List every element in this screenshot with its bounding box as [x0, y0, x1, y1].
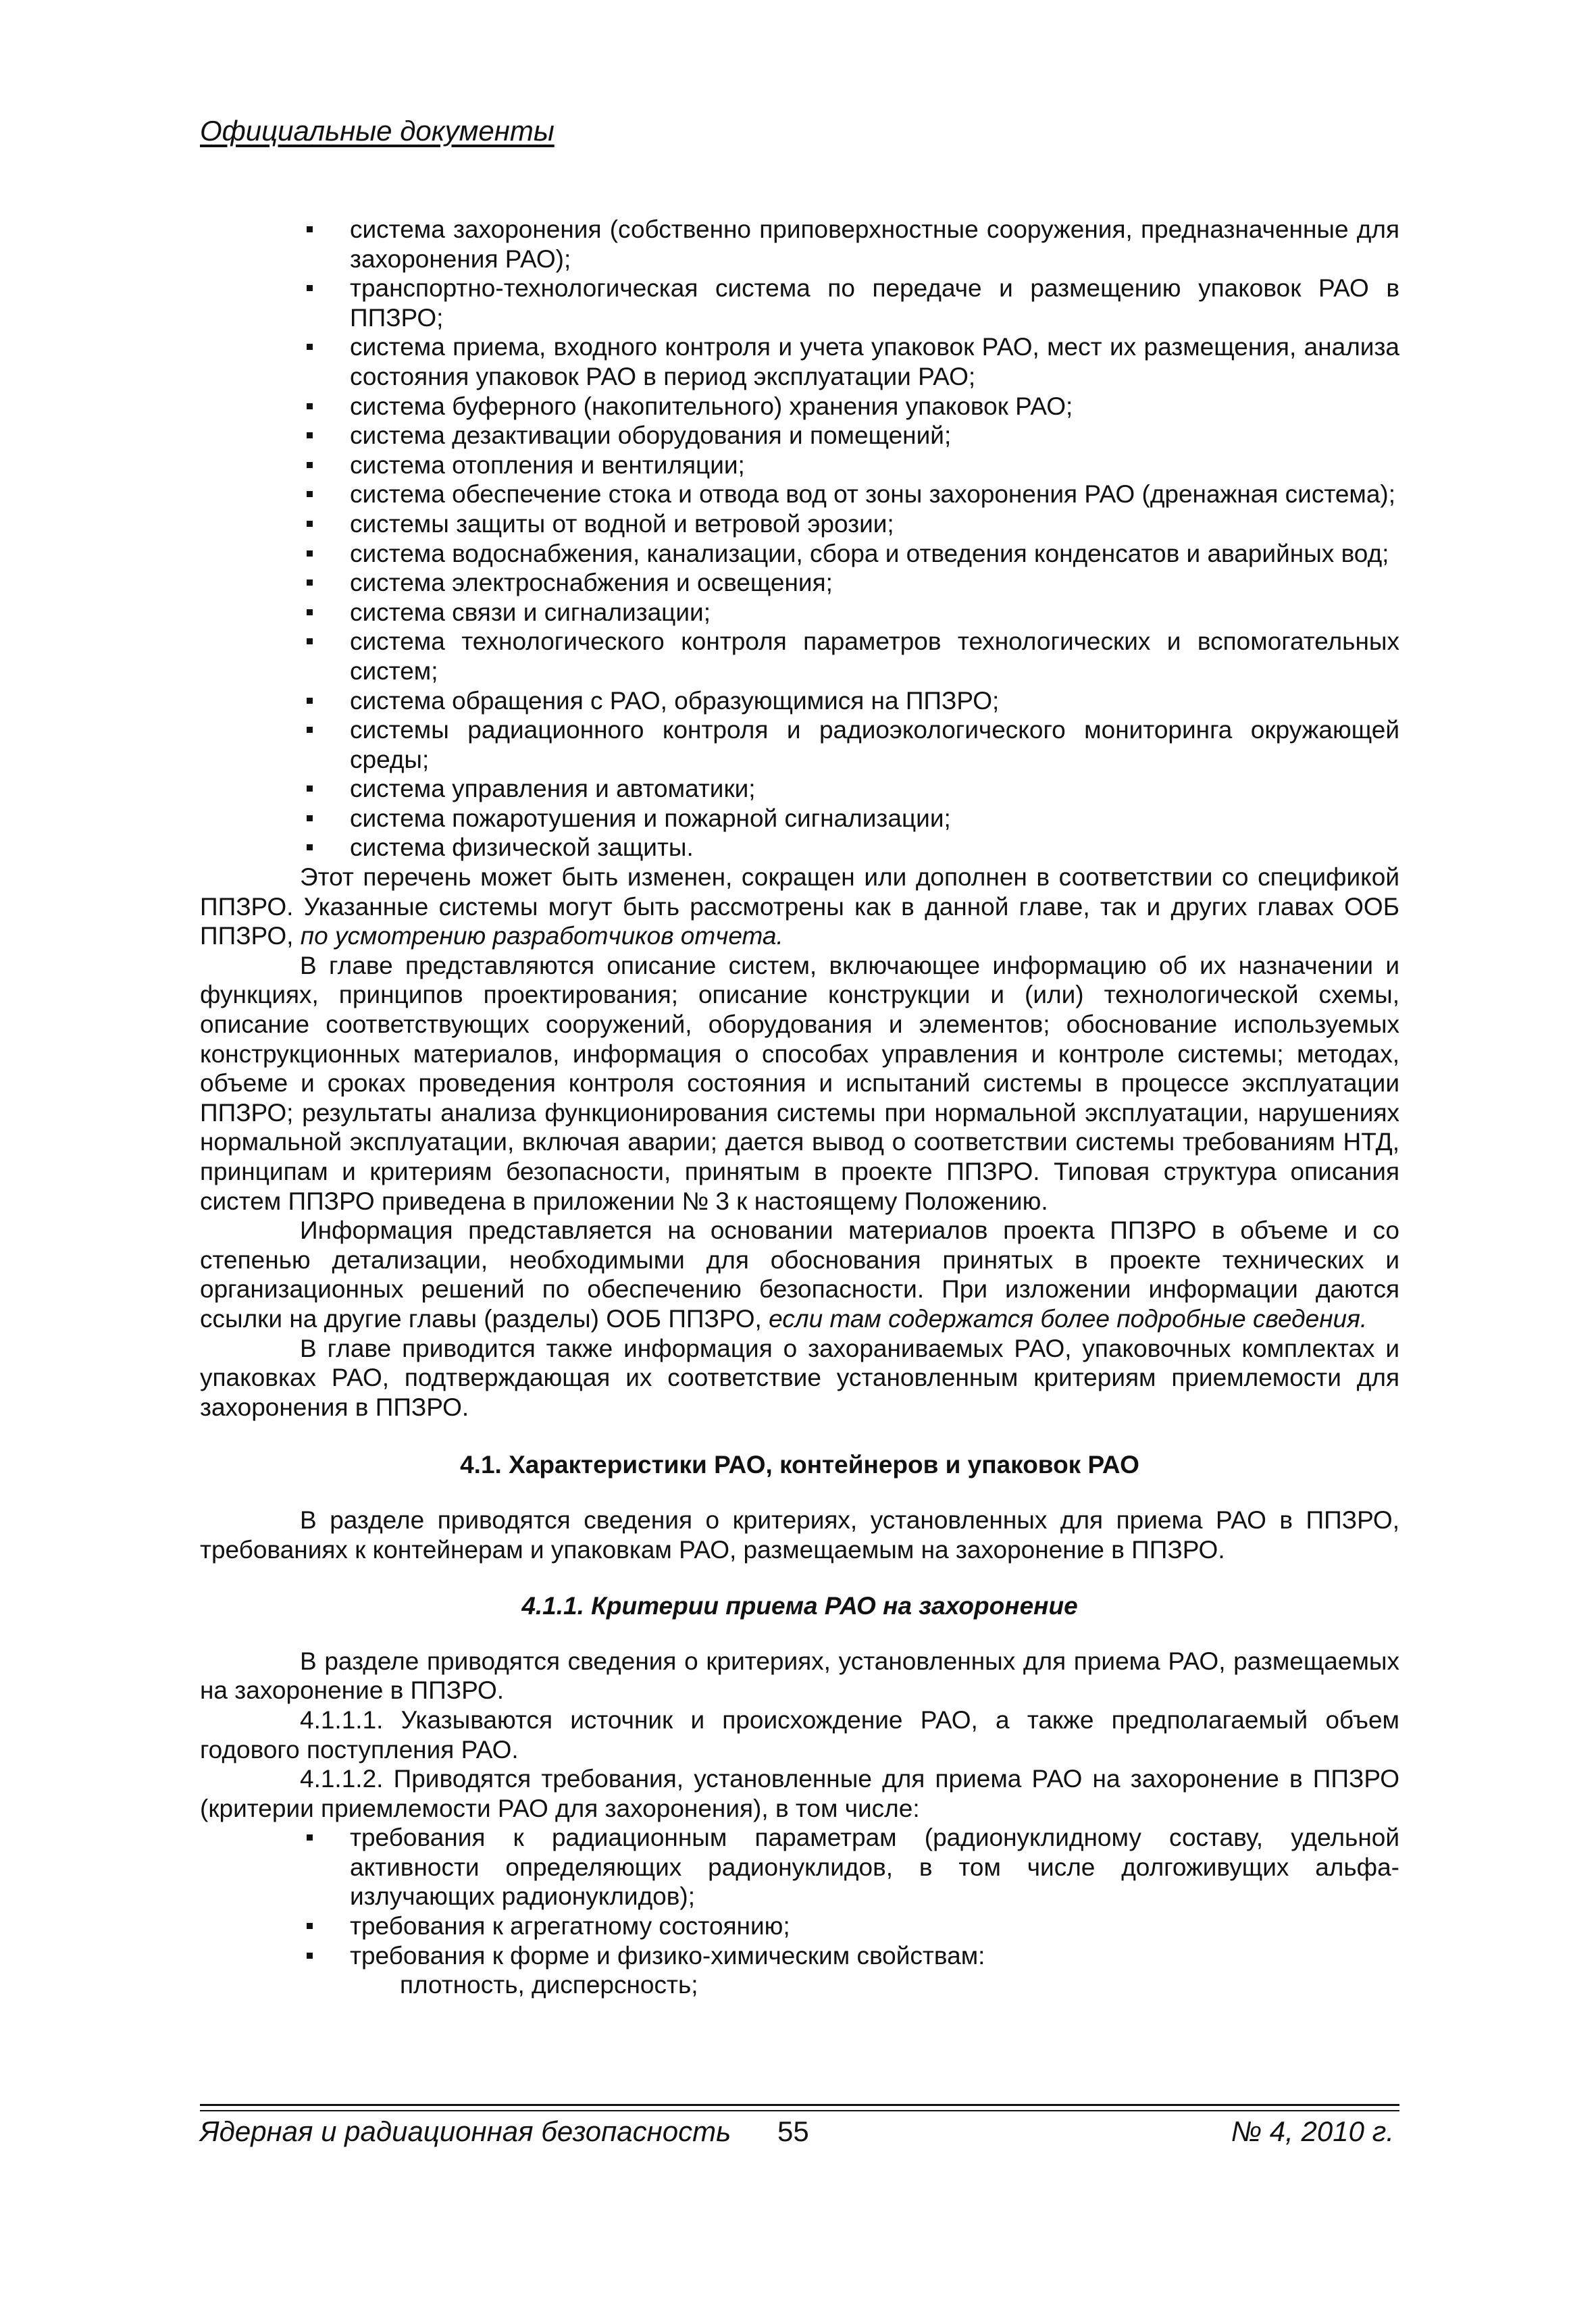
- list-item: системы защиты от водной и ветровой эрозии;: [200, 509, 1399, 539]
- list-item: система управления и автоматики;: [200, 774, 1399, 804]
- list-item: система электроснабжения и освещения;: [200, 568, 1399, 598]
- paragraph-text: Этот перечень может быть изменен, сокращен или дополнен в соответствии со спецификой ППЗРО. Указанные системы могут быть рассмотрены как в данной главе, так и других главах ООБ ППЗРО,: [200, 863, 1399, 950]
- footer-rule-thick: [200, 2104, 1399, 2106]
- list-item: система технологического контроля параметров технологических и вспомогательных систем;: [200, 627, 1399, 686]
- section-paragraph: В разделе приводятся сведения о критериях, установленных для приема РАО в ППЗРО, требованиях к контейнерам и упаковкам РАО, размещаемым на захоронение в ППЗРО.: [200, 1506, 1399, 1564]
- list-item: система буферного (накопительного) хранения упаковок РАО;: [200, 392, 1399, 421]
- numbered-item: 4.1.1.2. Приводятся требования, установленные для приема РАО на захоронение в ППЗРО (критерии приемлемости РАО для захоронения), в том числе:: [200, 1765, 1399, 1822]
- list-item: система захоронения (собственно приповерхностные сооружения, предназначенные для захоронения РАО);: [200, 215, 1399, 274]
- sub-list-item: плотность, дисперсность;: [400, 1971, 698, 1999]
- page-footer: [200, 2115, 1399, 2156]
- list-item: транспортно-технологическая система по передаче и размещению упаковок РАО в ППЗРО;: [200, 274, 1399, 332]
- list-item: требования к форме и физико-химическим свойствам:: [200, 1941, 1399, 1971]
- list-item: система физической защиты.: [200, 833, 1399, 863]
- footer-rule-thin: [200, 2110, 1399, 2111]
- paragraph-list-note: [200, 863, 1399, 951]
- paragraph-text: Информация представляется на основании материалов проекта ППЗРО в объеме и со степенью детализации, необходимыми для обоснования принятых в проекте технических и организационных решений по обеспечению безопасности. При изложении информации даются ссылки на другие главы (разделы) ООБ ППЗРО,: [200, 1216, 1399, 1333]
- list-item: система дезактивации оборудования и помещений;: [200, 421, 1399, 451]
- page-body: [200, 215, 1399, 2000]
- section-heading: 4.1. Характеристики РАО, контейнеров и упаковок РАО: [460, 1451, 1139, 1479]
- page-number: 55: [777, 2115, 809, 2147]
- requirements-list: [200, 1823, 1399, 1970]
- list-item: требования к агрегатному состоянию;: [200, 1911, 1399, 1941]
- list-item: система обращения с РАО, образующимися на ППЗРО;: [200, 686, 1399, 716]
- list-item: система обеспечение стока и отвода вод от зоны захоронения РАО (дренажная система);: [200, 480, 1399, 509]
- paragraph-information-basis: [200, 1216, 1399, 1333]
- list-item: система пожаротушения и пожарной сигнализации;: [200, 804, 1399, 833]
- journal-name: Ядерная и радиационная безопасность: [200, 2115, 731, 2147]
- paragraph-chapter-description: В главе представляются описание систем, включающее информацию об их назначении и функциях, принципов проектирования; описание конструкции и (или) технологической схемы, описание соответствующих сооружений, оборудования и элементов; обоснование используемых конструкционных материалов, информация о способах управления и контроле системы; методах, объеме и сроках проведения контроля состояния и испытаний системы в процессе эксплуатации ППЗРО; результаты анализа функционирования системы при нормальной эксплуатации, нарушениях нормальной эксплуатации, включая аварии; дается вывод о соответствии системы требованиям НТД, принципам и критериям безопасности, принятым в проекте ППЗРО. Типовая структура описания систем ППЗРО приведена в приложении № 3 к настоящему Положению.: [200, 951, 1399, 1215]
- running-header: Официальные документы: [200, 115, 555, 147]
- list-item: система отопления и вентиляции;: [200, 451, 1399, 480]
- subsection-heading: 4.1.1. Критерии приема РАО на захоронение: [521, 1592, 1078, 1620]
- systems-list: [200, 215, 1399, 863]
- list-item: система связи и сигнализации;: [200, 598, 1399, 627]
- list-item: системы радиационного контроля и радиоэкологического мониторинга окружающей среды;: [200, 715, 1399, 774]
- numbered-item: 4.1.1.1. Указываются источник и происхождение РАО, а также предполагаемый объем годового поступления РАО.: [200, 1705, 1399, 1764]
- paragraph-italic-text: по усмотрению разработчиков отчета.: [300, 922, 783, 950]
- paragraph-rao-info: В главе приводится также информация о захораниваемых РАО, упаковочных комплектах и упаковках РАО, подтверждающая их соответствие установленным критериям приемлемости для захоронения в ППЗРО.: [200, 1334, 1399, 1421]
- list-item: требования к радиационным параметрам (радионуклидному составу, удельной активности определяющих радионуклидов, в том числе долгоживущих альфа-излучающих радионуклидов);: [200, 1823, 1399, 1911]
- list-item: система водоснабжения, канализации, сбора и отведения конденсатов и аварийных вод;: [200, 539, 1399, 569]
- issue-number: № 4, 2010 г.: [1231, 2115, 1394, 2147]
- subsection-intro: В разделе приводятся сведения о критериях, установленных для приема РАО, размещаемых на захоронение в ППЗРО.: [200, 1647, 1399, 1705]
- paragraph-italic-text: если там содержатся более подробные сведения.: [769, 1304, 1368, 1333]
- list-item: система приема, входного контроля и учета упаковок РАО, мест их размещения, анализа состояния упаковок РАО в период эксплуатации РАО;: [200, 332, 1399, 391]
